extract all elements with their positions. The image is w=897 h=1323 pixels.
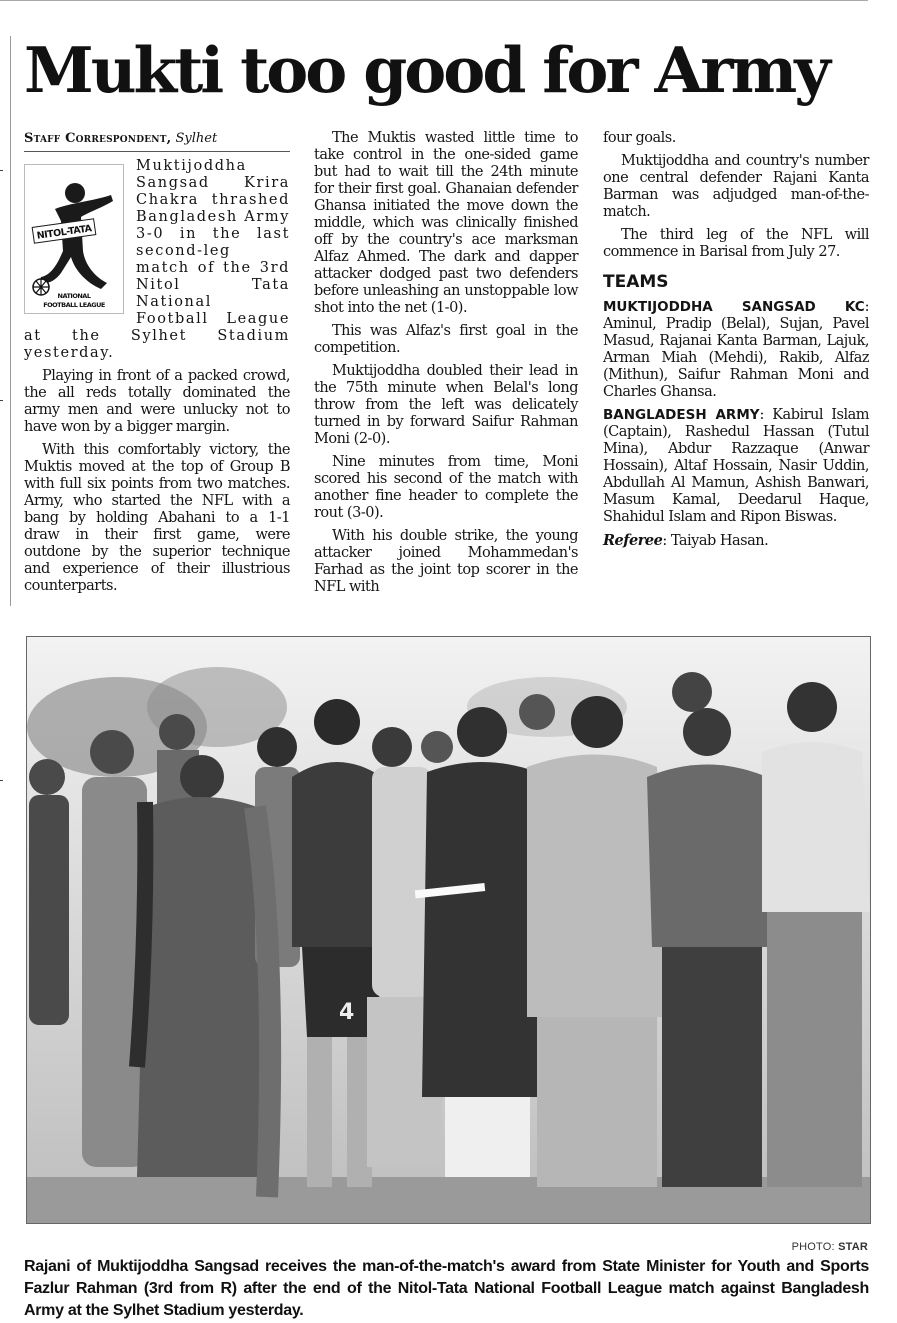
article-paragraph: Muktijoddha and country's number one central defender Rajani Kanta Barman was adjudged man-of-the-match. bbox=[603, 153, 869, 220]
article-continuation: four goals. bbox=[603, 130, 676, 146]
article-column-1 bbox=[24, 130, 290, 601]
team-players: : Aminul, Pradip (Belal), Sujan, Pavel Masud, Rajanai Kanta Barman, Lajuk, Arman Miah (Mehdi), Rakib, Alfaz (Mithun), Saifur Rahman Moni and Charles Ghansa. bbox=[603, 299, 869, 400]
photo-caption: Rajani of Muktijoddha Sangsad receives the man-of-the-match's award from State Minister for Youth and Sports Fazlur Rahman (3rd from R) after the end of the Nitol-Tata National Football League match against Bangladesh Army at the Sylhet Stadium yesterday. bbox=[24, 1258, 869, 1319]
margin-mark bbox=[0, 780, 3, 781]
teams-heading: TEAMS bbox=[603, 272, 669, 292]
top-rule bbox=[0, 0, 868, 1]
jersey-number: 4 bbox=[339, 1000, 355, 1025]
article-paragraph: Muktijoddha doubled their lead in the 75th minute when Belal's long throw from the left was delicately turned in by forward Saifur Rahman Moni (2-0). bbox=[314, 363, 578, 447]
article-paragraph: With his double strike, the young attacker joined Mohammedan's Farhad as the joint top scorer in the NFL with bbox=[314, 528, 578, 595]
article-paragraph: Nine minutes from time, Moni scored his second of the match with another fine header to complete the rout (3-0). bbox=[314, 454, 578, 521]
margin-mark bbox=[0, 400, 3, 401]
league-logo-icon bbox=[25, 165, 123, 313]
headline: Mukti too good for Army bbox=[24, 33, 828, 107]
article-paragraph: Playing in front of a packed crowd, the all reds totally dominated the army men and were unlucky not to have won by a bigger margin. bbox=[24, 368, 290, 435]
article-column-2 bbox=[314, 130, 578, 602]
photo-credit bbox=[792, 1241, 868, 1253]
byline-location: Sylhet bbox=[175, 131, 218, 146]
article-paragraph: The Muktis wasted little time to take control in the one-sided game but had to wait till the 24th minute for their first goal. Ghanaian defender Ghansa initiated the move down the middle, which was clinically finished off by the country's ace marksman Alfaz Ahmed. The dark and dapper attacker dodged past two defenders before unleashing an unstoppable low shot into the net (1-0). bbox=[314, 130, 578, 316]
logo-bottom-text-2: FOOTBALL LEAGUE bbox=[43, 301, 105, 309]
news-photo bbox=[26, 636, 871, 1224]
team-lineup-army bbox=[603, 407, 869, 526]
referee-label: Referee bbox=[603, 532, 663, 549]
award-ceremony-photo bbox=[27, 637, 870, 1223]
article-paragraph: This was Alfaz's first goal in the competition. bbox=[314, 323, 578, 356]
article-paragraph: The third leg of the NFL will commence in Barisal from July 27. bbox=[603, 227, 869, 260]
referee-name: : Taiyab Hasan. bbox=[662, 533, 769, 549]
margin-mark bbox=[0, 170, 3, 171]
lead-paragraph: Muktijoddha Sangsad Krira Chakra thrashed Bangladesh Army 3-0 in the last second-leg match of the 3rd Nitol Tata National Football League at the Sylhet Stadium yesterday. bbox=[24, 158, 290, 361]
article-column-3 bbox=[603, 130, 869, 556]
team-lineup-muktijoddha bbox=[603, 299, 869, 401]
team-name: MUKTIJODDHA SANGSAD KC bbox=[603, 299, 865, 315]
nitol-tata-league-logo bbox=[24, 164, 124, 314]
byline bbox=[24, 130, 290, 152]
team-players: : Kabirul Islam (Captain), Rashedul Hassan (Tutul Mina), Abdur Razzaque (Anwar Hossain), Altaf Hossain, Nasir Uddin, Abdullah Al Mamun, Ashish Banwari, Masum Kamal, Deedarul Haque, Shahidul Islam and Ripon Biswas. bbox=[603, 407, 869, 525]
team-name: BANGLADESH ARMY bbox=[603, 407, 760, 423]
byline-author: Staff Correspondent, bbox=[24, 131, 172, 146]
photo-credit-label: PHOTO: bbox=[791, 1241, 835, 1253]
logo-top-text: NITOL-TATA bbox=[36, 223, 93, 242]
article-paragraph: With this comfortably victory, the Muktis moved at the top of Group B with full six points from two matches. Army, who started the NFL with a bang by holding Abahani to a 1-1 draw in their first game, were outdone by the superior technique and experience of their illustrious counterparts. bbox=[24, 442, 290, 594]
referee-line bbox=[603, 532, 869, 550]
column-rule bbox=[10, 36, 11, 606]
photo-credit-source: STAR bbox=[838, 1241, 868, 1253]
logo-bottom-text-1: NATIONAL bbox=[57, 292, 91, 300]
